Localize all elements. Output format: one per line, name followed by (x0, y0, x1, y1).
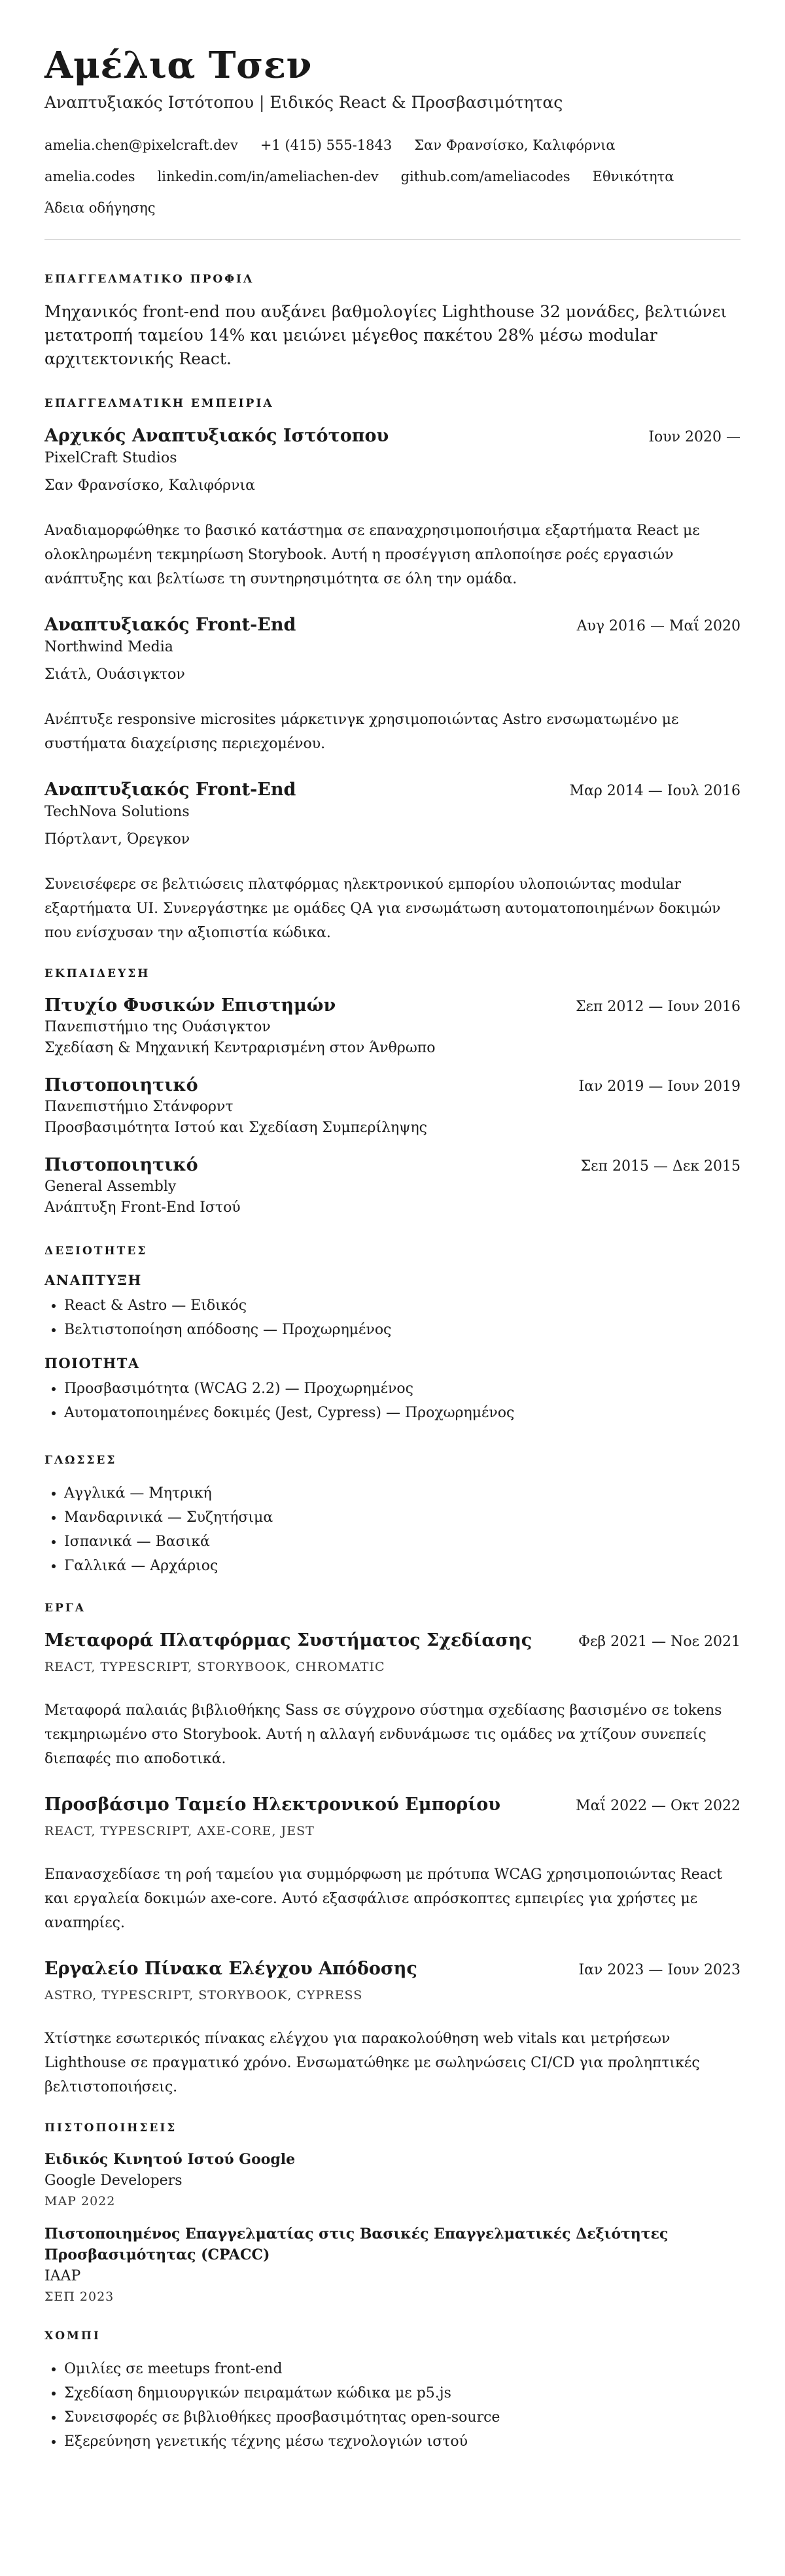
contact-website[interactable]: amelia.codes (44, 169, 135, 184)
contact-phone[interactable]: +1 (415) 555-1843 (260, 137, 392, 153)
contact-nationality: Εθνικότητα (592, 169, 674, 184)
skill-group-title: ΠΟΙΟΤΗΤΑ (44, 1355, 140, 1371)
certification-name: Ειδικός Κινητού Ιστού Google (44, 2151, 296, 2168)
project-title: Προσβάσιμο Ταμείο Ηλεκτρονικού Εμπορίου (44, 1795, 501, 1815)
contact-driving-license: Άδεια οδήγησης (44, 200, 156, 216)
project-dates: Φεβ 2021 — Νοε 2021 (578, 1634, 741, 1650)
skill-item: • React & Astro — Ειδικός (64, 1294, 741, 1318)
degree-title: Πτυχίο Φυσικών Επιστημών (44, 995, 336, 1016)
section-title-hobbies: ΧΟΜΠΙ (44, 2329, 101, 2343)
experience-entry (44, 778, 741, 945)
section-title-skills: ΔΕΞΙΟΤΗΤΕΣ (44, 1245, 148, 1258)
education-dates: Ιαν 2019 — Ιουν 2019 (578, 1078, 741, 1095)
language-list (44, 1481, 741, 1578)
job-dates: Μαρ 2014 — Ιουλ 2016 (569, 783, 741, 799)
project-dates: Ιαν 2023 — Ιουν 2023 (578, 1962, 741, 1978)
job-company: Northwind Media (44, 639, 173, 655)
candidate-name: Αμέλια Τσεν (44, 44, 312, 87)
education-dates: Σεπ 2012 — Ιουν 2016 (575, 999, 741, 1015)
job-title: Αρχικός Αναπτυξιακός Ιστότοπου (44, 426, 389, 446)
certification-name: Πιστοποιημένος Επαγγελματίας στις Βασικές Επαγγελματικές Δεξιότητες Προσβασιμότητας (CPACC) (44, 2225, 669, 2263)
section-title-certifications: ΠΙΣΤΟΠΟΙΗΣΕΙΣ (44, 2121, 177, 2135)
education-entry (44, 1154, 741, 1218)
certification-issuer: IAAP (44, 2268, 81, 2284)
job-description: Ανέπτυξε responsive microsites μάρκετινγκ χρησιμοποιώντας Astro ενσωματωμένο με συστήματα διαχείρισης περιεχομένου. (44, 712, 679, 752)
certification-date: ΜΑΡ 2022 (44, 2194, 116, 2208)
contact-linkedin[interactable]: linkedin.com/in/ameliachen-dev (157, 169, 379, 184)
job-description: Αναδιαμορφώθηκε το βασικό κατάστημα σε επαναχρησιμοποιήσιμα εξαρτήματα React με ολοκληρωμένη τεκμηρίωση Storybook. Αυτή η προσέγγιση απλοποίησε ροές εργασιών ανάπτυξης και βελτίωσε τη συντηρησιμότητα σε όλη την ομάδα. (44, 523, 700, 587)
project-title: Μεταφορά Πλατφόρμας Συστήματος Σχεδίασης (44, 1630, 532, 1651)
contact-email[interactable]: amelia.chen@pixelcraft.dev (44, 137, 238, 153)
certification-date: ΣΕΠ 2023 (44, 2290, 114, 2304)
institution: General Assembly (44, 1178, 177, 1195)
section-title-profile: ΕΠΑΓΓΕΛΜΑΤΙΚΟ ΠΡΟΦΙΛ (44, 273, 254, 286)
degree-title: Πιστοποιητικό (44, 1155, 198, 1175)
skill-group-title: ΑΝΑΠΤΥΞΗ (44, 1272, 142, 1288)
job-description: Συνεισέφερε σε βελτιώσεις πλατφόρμας ηλεκτρονικού εμπορίου υλοποιώντας modular εξαρτήματα UI. Συνεργάστηκε με ομάδες QA για ενσωμάτωση αυτοματοποιημένων δοκιμών που ενίσχυσαν την αξιοπιστία κώδικα. (44, 876, 721, 941)
experience-entry (44, 424, 741, 591)
institution: Πανεπιστήμιο της Ουάσιγκτον (44, 1019, 271, 1035)
experience-entry (44, 613, 741, 756)
contact-location: Σαν Φρανσίσκο, Καλιφόρνια (414, 137, 616, 153)
project-tech: REACT, TYPESCRIPT, AXE-CORE, JEST (44, 1824, 315, 1838)
job-title: Αναπτυξιακός Front-End (44, 780, 296, 800)
job-location: Σιάτλ, Ουάσιγκτον (44, 666, 185, 683)
hobby-item: • Ομιλίες σε meetups front-end (64, 2357, 741, 2381)
headline: Αναπτυξιακός Ιστότοπου | Ειδικός React & Προσβασιμότητας (44, 93, 563, 112)
field-of-study: Προσβασιμότητα Ιστού και Σχεδίαση Συμπερίληψης (44, 1120, 427, 1136)
header-divider (44, 239, 741, 240)
certification-entry (44, 2224, 741, 2306)
job-dates: Αυγ 2016 — Μαΐ 2020 (576, 618, 741, 634)
hobby-item: • Συνεισφορές σε βιβλιοθήκες προσβασιμότητας open-source (64, 2405, 741, 2430)
hobby-item: • Σχεδίαση δημιουργικών πειραμάτων κώδικα με p5.js (64, 2381, 741, 2405)
project-description: Χτίστηκε εσωτερικός πίνακας ελέγχου για παρακολούθηση web vitals και μετρήσεων Lighthouse σε πραγματικό χρόνο. Ενσωματώθηκε με σωληνώσεις CI/CD για προληπτικές βελτιστοποιήσεις. (44, 2031, 700, 2095)
project-entry (44, 1957, 741, 2099)
degree-title: Πιστοποιητικό (44, 1075, 198, 1095)
job-company: TechNova Solutions (44, 804, 190, 820)
project-entry (44, 1793, 741, 1935)
section-title-education: ΕΚΠΑΙΔΕΥΣΗ (44, 967, 150, 980)
project-tech: REACT, TYPESCRIPT, STORYBOOK, CHROMATIC (44, 1660, 385, 1674)
job-location: Πόρτλαντ, Όρεγκον (44, 831, 190, 848)
language-item: • Αγγλικά — Μητρική (64, 1481, 741, 1505)
project-title: Εργαλείο Πίνακα Ελέγχου Απόδοσης (44, 1959, 417, 1979)
field-of-study: Σχεδίαση & Μηχανική Κεντραρισμένη στον Άνθρωπο (44, 1040, 436, 1056)
project-entry (44, 1629, 741, 1771)
education-entry (44, 1074, 741, 1139)
skill-item: • Προσβασιμότητα (WCAG 2.2) — Προχωρημένος (64, 1377, 741, 1401)
education-dates: Σεπ 2015 — Δεκ 2015 (580, 1158, 741, 1175)
section-title-languages: ΓΛΩΣΣΕΣ (44, 1454, 117, 1467)
language-item: • Μανδαρινικά — Συζητήσιμα (64, 1505, 741, 1530)
skill-list (44, 1377, 741, 1425)
institution: Πανεπιστήμιο Στάνφορντ (44, 1099, 234, 1115)
certification-issuer: Google Developers (44, 2172, 183, 2189)
field-of-study: Ανάπτυξη Front-End Ιστού (44, 1199, 241, 1216)
job-company: PixelCraft Studios (44, 450, 177, 466)
section-title-experience: ΕΠΑΓΓΕΛΜΑΤΙΚΗ ΕΜΠΕΙΡΙΑ (44, 397, 274, 410)
project-description: Επανασχεδίασε τη ροή ταμείου για συμμόρφωση με πρότυπα WCAG χρησιμοποιώντας React και εργαλεία δοκιμών axe-core. Αυτό εξασφάλισε απρόσκοπτες εμπειρίες για χρήστες με αναπηρίες. (44, 1866, 723, 1931)
hobby-item: • Εξερεύνηση γενετικής τέχνης μέσω τεχνολογιών ιστού (64, 2430, 741, 2454)
job-dates: Ιουν 2020 — (648, 429, 741, 445)
certification-entry (44, 2149, 741, 2210)
skill-item: • Αυτοματοποιημένες δοκιμές (Jest, Cypress) — Προχωρημένος (64, 1401, 741, 1425)
project-description: Μεταφορά παλαιάς βιβλιοθήκης Sass σε σύγχρονο σύστημα σχεδίασης βασισμένο σε tokens τεκμηριωμένο στο Storybook. Αυτή η αλλαγή ενδυνάμωσε τις ομάδες να χτίζουν συνεπείς διεπαφές πιο αποδοτικά. (44, 1702, 722, 1767)
section-title-projects: ΕΡΓΑ (44, 1602, 86, 1615)
hobby-list (44, 2357, 741, 2454)
language-item: • Ισπανικά — Βασικά (64, 1530, 741, 1554)
skill-list (44, 1294, 741, 1342)
contact-github[interactable]: github.com/ameliacodes (400, 169, 570, 184)
profile-summary: Μηχανικός front-end που αυξάνει βαθμολογίες Lighthouse 32 μονάδες, βελτιώνει μετατροπή ταμείου 14% και μειώνει μέγεθος πακέτου 28% μέσω modular αρχιτεκτονικής React. (44, 302, 727, 368)
job-location: Σαν Φρανσίσκο, Καλιφόρνια (44, 477, 255, 494)
language-item: • Γαλλικά — Αρχάριος (64, 1554, 741, 1578)
project-tech: ASTRO, TYPESCRIPT, STORYBOOK, CYPRESS (44, 1988, 363, 2002)
job-title: Αναπτυξιακός Front-End (44, 615, 296, 635)
project-dates: Μαΐ 2022 — Οκτ 2022 (576, 1798, 741, 1814)
skill-item: • Βελτιστοποίηση απόδοσης — Προχωρημένος (64, 1318, 741, 1342)
contact-list (44, 136, 741, 230)
education-entry (44, 995, 741, 1059)
